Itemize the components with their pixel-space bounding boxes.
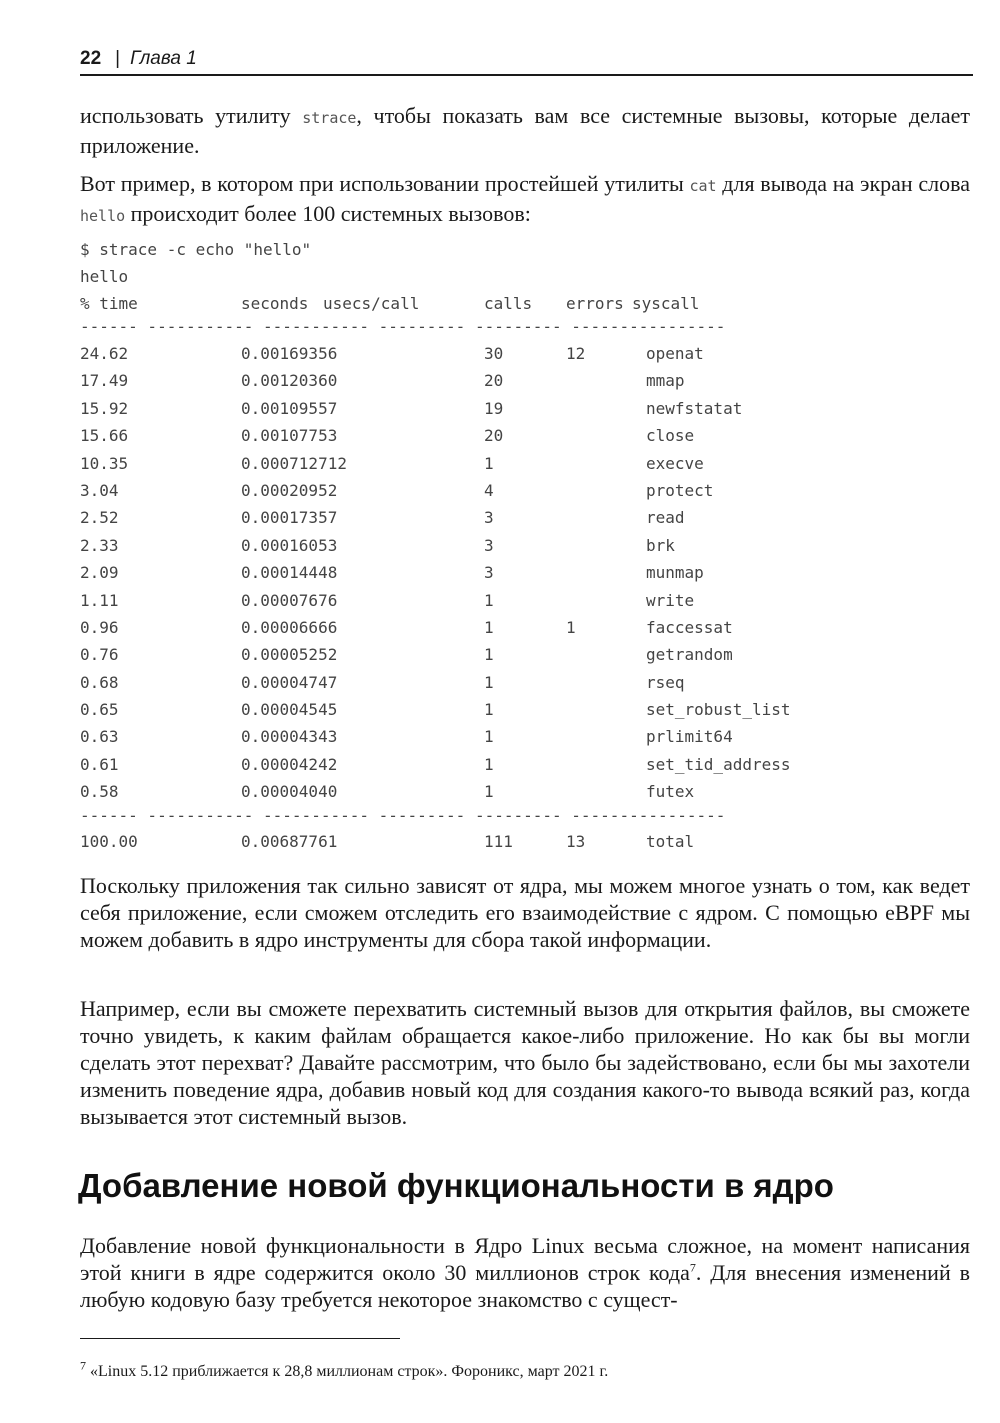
footnote-text: «Linux 5.12 приближается к 28,8 миллионам строк». Фороникс, март 2021 г.	[90, 1363, 609, 1380]
section-title: Добавление новой функциональности в ядро	[78, 1167, 834, 1204]
page-number: 22	[80, 48, 102, 69]
cell-syscall: write	[646, 590, 695, 610]
table-row	[80, 616, 840, 643]
cell-time: 10.35	[80, 453, 129, 473]
table-row	[80, 698, 840, 725]
cell-seconds: 0.00005252	[241, 645, 338, 665]
cell-calls: 20	[484, 371, 504, 391]
cell-seconds: 0.00017357	[241, 508, 338, 528]
cell-calls: 3	[484, 508, 494, 528]
cell-seconds: 0.00169356	[241, 344, 338, 363]
table-row	[80, 342, 840, 369]
cell-seconds: 0.00004040	[241, 782, 338, 802]
cell-errors: 12	[566, 344, 586, 363]
table-row	[80, 506, 840, 533]
cell-seconds: 0.00020952	[241, 480, 338, 500]
cell-seconds: 0.00004343	[241, 727, 338, 747]
cell-time: 15.66	[80, 426, 129, 446]
cell-syscall: close	[646, 426, 695, 446]
cell-time: 0.68	[80, 672, 119, 692]
paragraph-example: Вот пример, в котором при использовании простейшей утилиты cat для вывода на экран слова hello происходит более 100 системных вызовов:	[80, 171, 970, 226]
cell-syscall: execve	[646, 453, 704, 473]
cell-calls: 1	[484, 782, 494, 802]
footnote	[80, 1358, 609, 1382]
cell-time: 0.58	[80, 782, 119, 802]
total-errors: 13	[566, 832, 586, 851]
cell-syscall: set_robust_list	[646, 700, 791, 720]
table-row	[80, 452, 840, 479]
header-calls: calls	[484, 294, 533, 313]
table-row	[80, 369, 840, 396]
cell-time: 2.52	[80, 508, 119, 528]
table-row	[80, 725, 840, 752]
cell-time: 15.92	[80, 398, 129, 418]
cell-time: 24.62	[80, 344, 129, 363]
chapter-title: Глава 1	[130, 48, 197, 69]
cell-seconds: 0.00109557	[241, 398, 338, 418]
cell-seconds: 0.00007676	[241, 590, 338, 610]
cell-syscall: newfstatat	[646, 398, 743, 418]
cell-syscall: rseq	[646, 672, 685, 692]
cell-errors: 1	[566, 617, 576, 637]
inline-code-strace: strace	[302, 109, 357, 127]
cell-calls: 1	[484, 645, 494, 665]
cell-calls: 1	[484, 754, 494, 774]
cell-seconds: 0.00004747	[241, 672, 338, 692]
table-row	[80, 780, 840, 807]
cell-seconds: 0.00006666	[241, 617, 338, 637]
header-usecs: usecs/call	[323, 294, 420, 313]
inline-code-cat: cat	[689, 177, 717, 195]
header-syscall: syscall	[632, 294, 700, 313]
cell-time: 0.76	[80, 645, 119, 665]
footnote-ref[interactable]: 7	[689, 1260, 696, 1275]
cell-calls: 1	[484, 672, 494, 692]
table-row	[80, 753, 840, 780]
footnote-number: 7	[80, 1358, 86, 1373]
cell-calls: 4	[484, 480, 494, 500]
cell-seconds: 0.00120360	[241, 371, 338, 391]
code-output: hello	[80, 267, 129, 286]
header-errors: errors	[566, 294, 624, 313]
separator-bottom: ------ ----------- ----------- --------- --------- ----------------	[80, 809, 726, 823]
header-seconds: seconds	[241, 294, 309, 313]
cell-syscall: mmap	[646, 371, 685, 391]
cell-time: 0.63	[80, 727, 119, 747]
paragraph-intercept: Например, если вы сможете перехватить системный вызов для открытия файлов, вы сможете точно увидеть, к каким файлам обращается какое-либо приложение. Но как бы вы могли сделать этот перехват? Давайте рассмотрим, что было бы задействовано, если бы мы захотели изменить поведение ядра, добавив новый код для создания какого-то вывода всякий раз, когда вызывается этот системный вызов.	[80, 996, 970, 1129]
cell-syscall: openat	[646, 344, 704, 363]
inline-code-hello: hello	[80, 207, 126, 225]
table-header	[80, 292, 840, 319]
cell-time: 0.65	[80, 700, 119, 720]
separator-top: ------ ----------- ----------- --------- --------- ----------------	[80, 320, 726, 334]
cell-time: 1.11	[80, 590, 119, 610]
cell-syscall: brk	[646, 535, 675, 555]
cell-calls: 1	[484, 590, 494, 610]
cell-seconds: 0.00016053	[241, 535, 338, 555]
header-separator: |	[115, 48, 121, 69]
cell-time: 2.09	[80, 563, 119, 583]
footnote-divider	[80, 1338, 400, 1339]
cell-time: 2.33	[80, 535, 119, 555]
cell-calls: 3	[484, 563, 494, 583]
syscall-table	[80, 342, 840, 808]
cell-calls: 1	[484, 453, 494, 473]
header-time: % time	[80, 294, 138, 313]
cell-seconds: 0.00004242	[241, 754, 338, 774]
cell-syscall: munmap	[646, 563, 704, 583]
cell-seconds: 0.00014448	[241, 563, 338, 583]
cell-calls: 1	[484, 727, 494, 747]
cell-syscall: getrandom	[646, 645, 733, 665]
cell-seconds: 0.00107753	[241, 426, 338, 446]
cell-calls: 1	[484, 617, 494, 637]
cell-time: 17.49	[80, 371, 129, 391]
table-row	[80, 534, 840, 561]
cell-time: 0.96	[80, 617, 119, 637]
cell-calls: 19	[484, 398, 504, 418]
cell-syscall: prlimit64	[646, 727, 733, 747]
cell-time: 0.61	[80, 754, 119, 774]
table-total-row	[80, 830, 840, 857]
table-row	[80, 424, 840, 451]
table-row	[80, 479, 840, 506]
total-time: 100.00	[80, 832, 138, 851]
cell-syscall: protect	[646, 480, 714, 500]
cell-time: 3.04	[80, 480, 119, 500]
cell-calls: 1	[484, 700, 494, 720]
cell-calls: 20	[484, 426, 504, 446]
cell-syscall: set_tid_address	[646, 754, 791, 774]
table-row	[80, 561, 840, 588]
code-command: $ strace -c echo "hello"	[80, 240, 312, 259]
cell-calls: 3	[484, 535, 494, 555]
table-row	[80, 643, 840, 670]
table-row	[80, 397, 840, 424]
page-header	[80, 46, 973, 76]
paragraph-intro: использовать утилиту strace, чтобы показать вам все системные вызовы, которые делает приложение.	[80, 103, 971, 158]
paragraph-kernel: Поскольку приложения так сильно зависят от ядра, мы можем многое узнать о том, как ведет себя приложение, если сможем отследить его взаимодействие с ядром. С помощью eBPF мы можем добавить в ядро инструменты для сбора такой информации.	[80, 873, 970, 952]
total-calls: 111	[484, 832, 513, 851]
paragraph-linux: Добавление новой функциональности в Ядро Linux весьма сложное, на момент написания этой книги в ядре содержится около 30 миллионов строк кода$^7$. Для внесения изменений в любую кодовую базу требуется некоторое знакомство с сущест-	[80, 1233, 970, 1312]
cell-syscall: read	[646, 508, 685, 528]
total-label: total	[646, 832, 695, 851]
cell-calls: 30	[484, 344, 504, 363]
cell-syscall: faccessat	[646, 617, 733, 637]
total-seconds: 0.00687761	[241, 832, 338, 851]
table-row	[80, 589, 840, 616]
cell-seconds: 0.00004545	[241, 700, 338, 720]
cell-syscall: futex	[646, 782, 695, 802]
cell-seconds: 0.000712712	[241, 453, 347, 473]
table-row	[80, 671, 840, 698]
